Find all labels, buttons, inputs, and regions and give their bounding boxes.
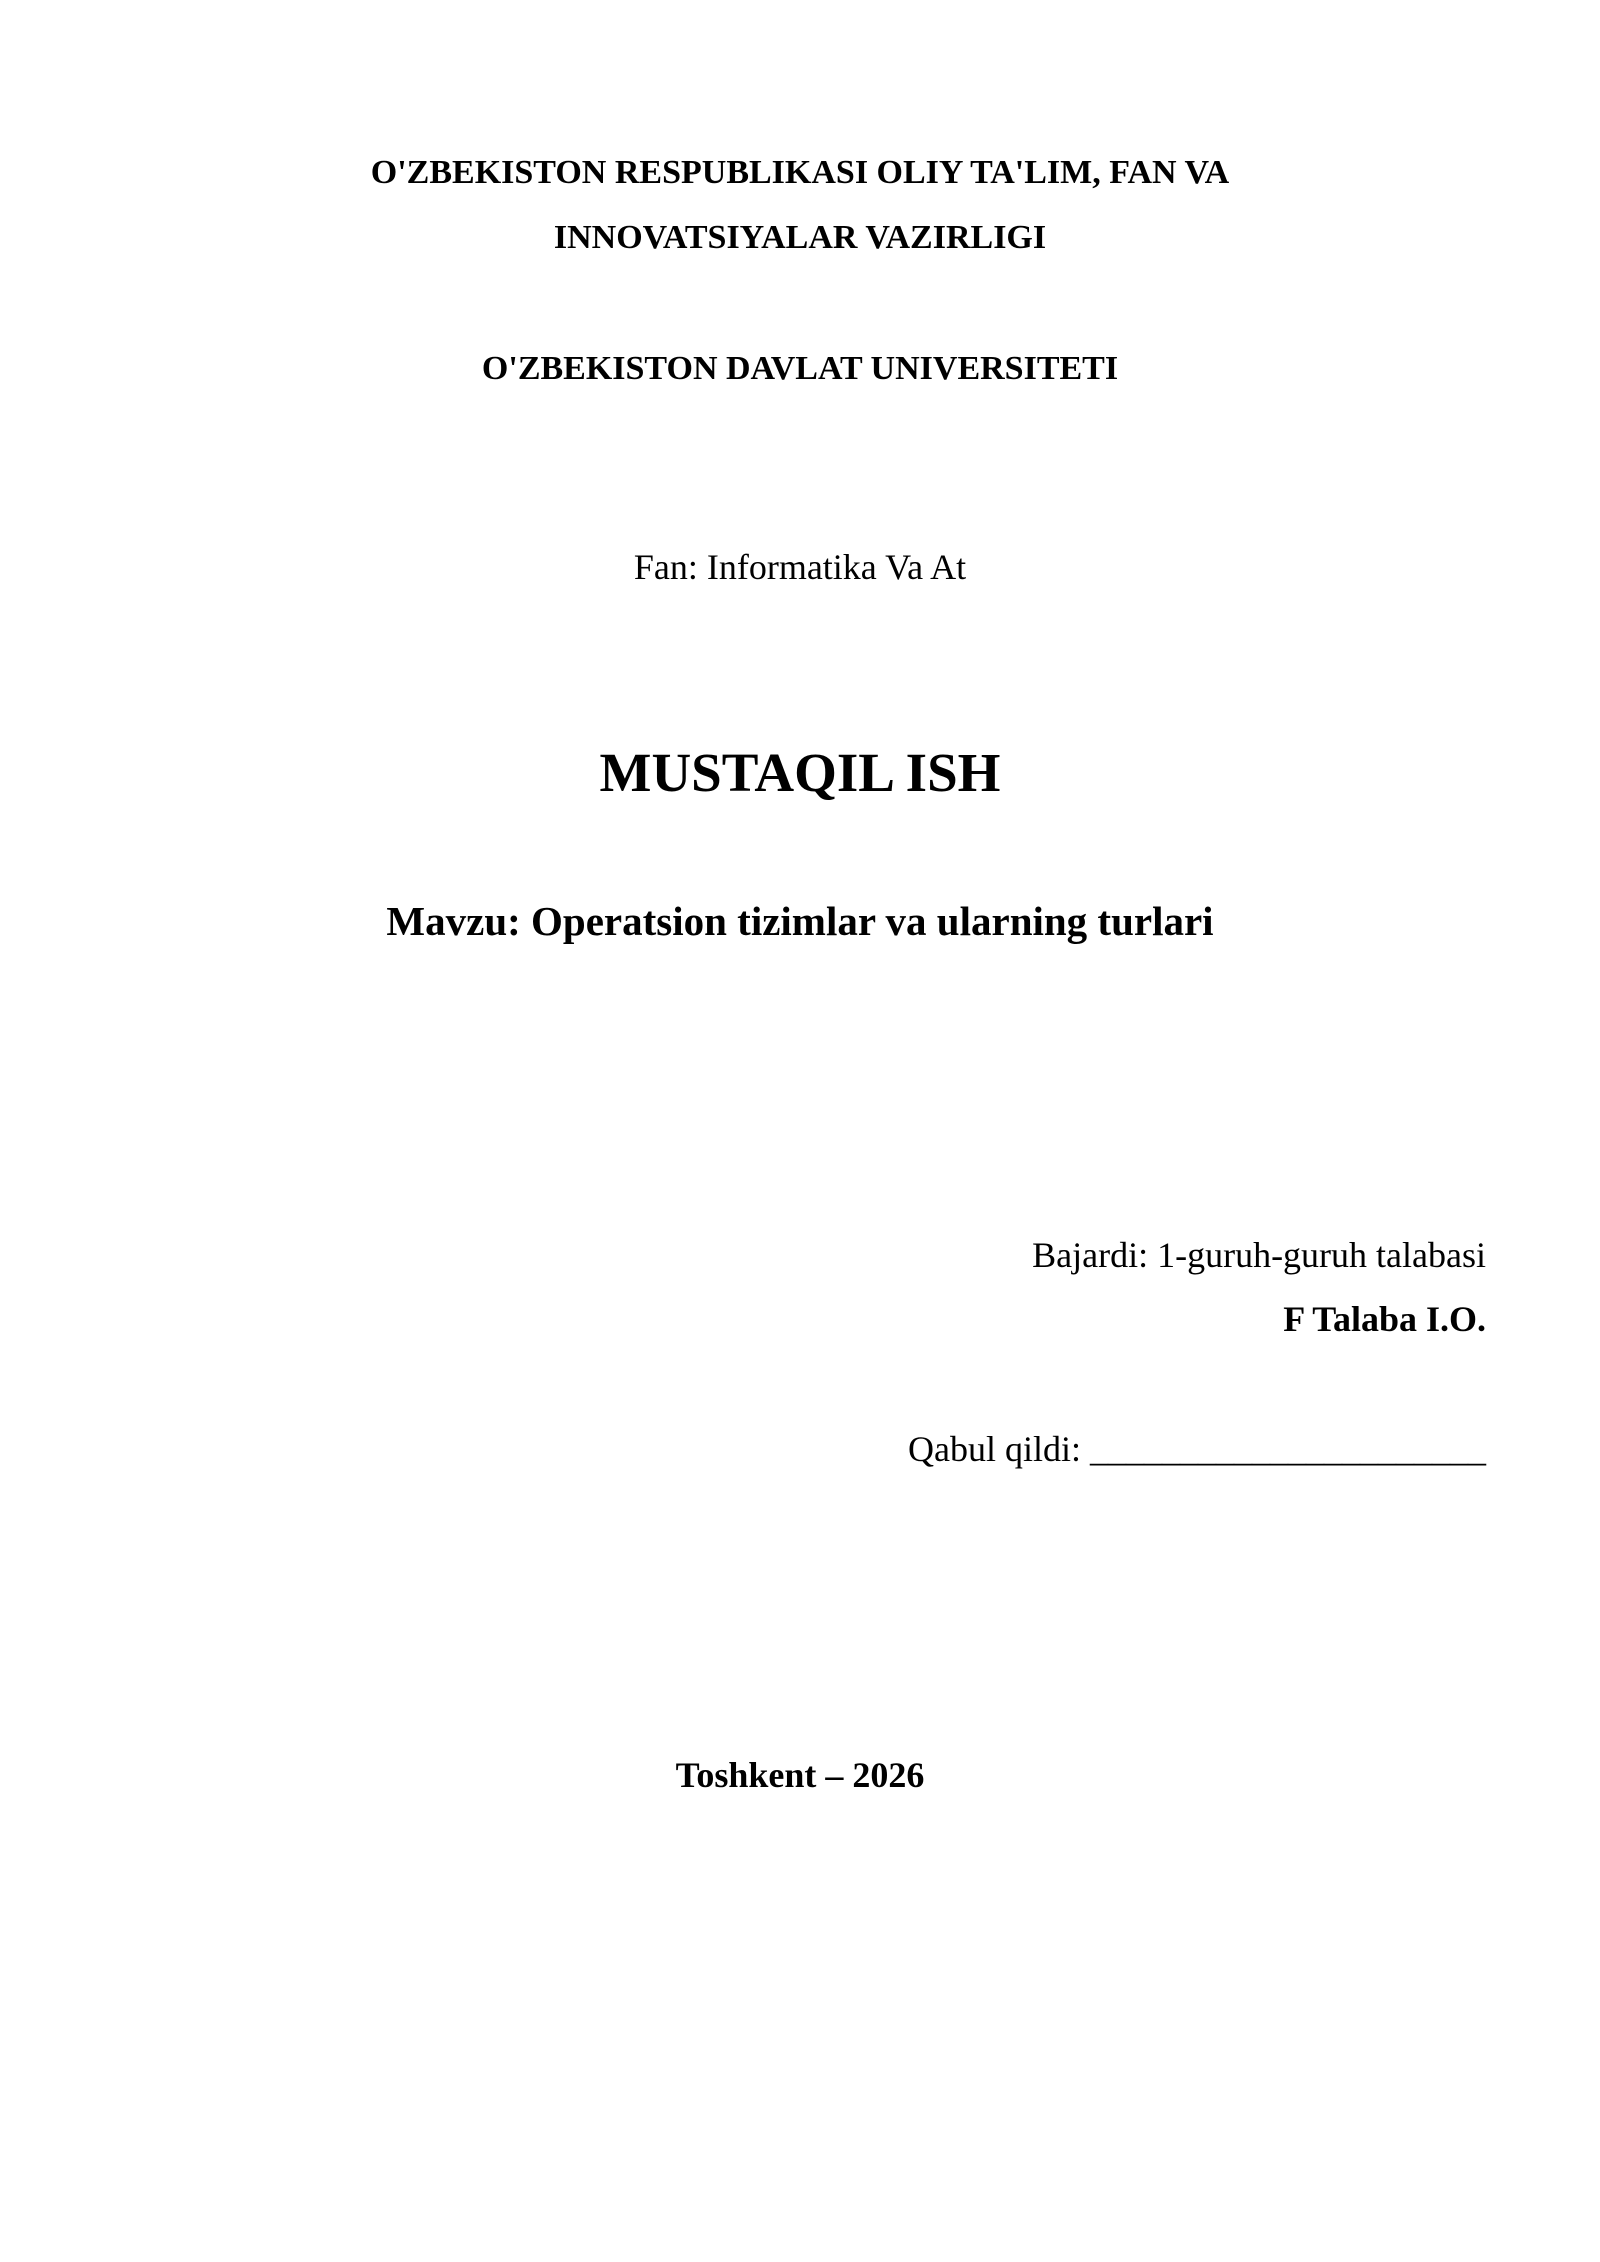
ministry-name-line-1: O'ZBEKISTON RESPUBLIKASI OLIY TA'LIM, FAN VA	[370, 154, 1230, 191]
university-name: O'ZBEKISTON DAVLAT UNIVERSITETI	[481, 350, 1119, 387]
subject-line: Fan: Informatika Va At	[633, 547, 967, 587]
city-year: Toshkent – 2026	[675, 1755, 925, 1795]
accepted-by-line: Qabul qildi: ______________________	[908, 1429, 1486, 1469]
student-name: F Talaba I.O.	[1283, 1299, 1486, 1339]
ministry-name-line-2: INNOVATSIYALAR VAZIRLIGI	[553, 219, 1047, 256]
document-title: MUSTAQIL ISH	[599, 742, 1001, 803]
performed-by-line: Bajardi: 1-guruh-guruh talabasi	[1032, 1235, 1486, 1275]
topic-line: Mavzu: Operatsion tizimlar va ularning turlari	[386, 898, 1214, 944]
